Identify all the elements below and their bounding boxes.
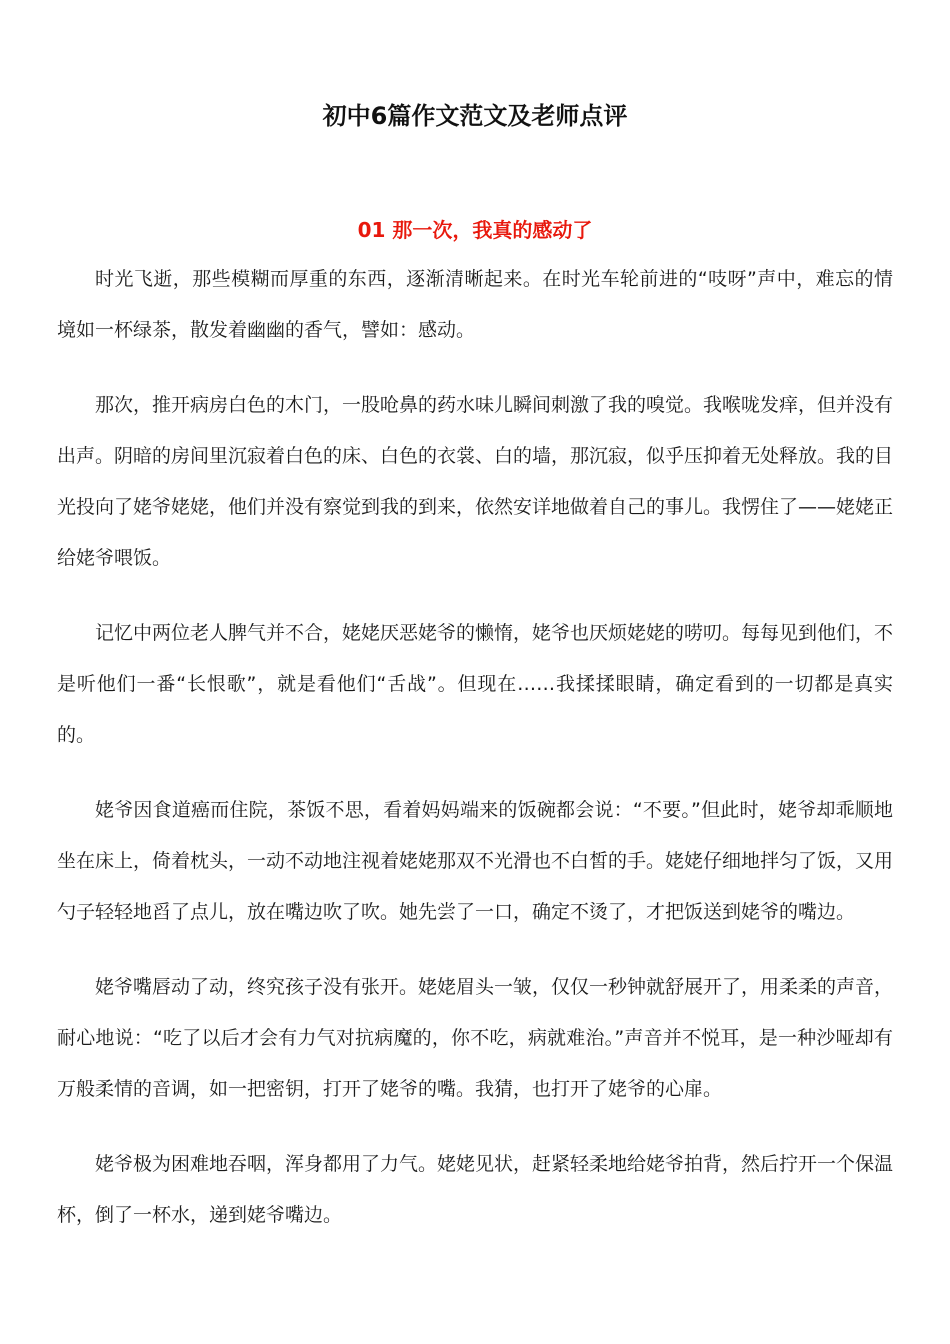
paragraph-3: 记忆中两位老人脾气并不合，姥姥厌恶姥爷的懒惰，姥爷也厌烦姥姥的唠叨。每每见到他们，不是听他们一番“长恨歌”，就是看他们“舌战”。但现在……我揉揉眼睛，确定看到的一切都是真实的。	[57, 622, 894, 746]
document-title: 初中6篇作文范文及老师点评	[322, 102, 628, 130]
paragraph-6: 姥爷极为困难地吞咽，浑身都用了力气。姥姥见状，赶紧轻柔地给姥爷拍背，然后拧开一个保温杯，倒了一杯水，递到姥爷嘴边。	[57, 1153, 894, 1226]
paragraph-4: 姥爷因食道癌而住院，茶饭不思，看着妈妈端来的饭碗都会说：“不要。”但此时，姥爷却乖顺地坐在床上，倚着枕头，一动不动地注视着姥姥那双不光滑也不白皙的手。姥姥仔细地拌匀了饭，又用勺子轻轻地舀了点儿，放在嘴边吹了吹。她先尝了一口，确定不烫了，才把饭送到姥爷的嘴边。	[57, 799, 894, 923]
essay-body	[57, 254, 893, 1265]
paragraph-1: 时光飞逝，那些模糊而厚重的东西，逐渐清晰起来。在时光车轮前进的“吱呀”声中，难忘的情境如一杯绿茶，散发着幽幽的香气，譬如：感动。	[57, 268, 893, 341]
paragraph-2: 那次，推开病房白色的木门，一股呛鼻的药水味儿瞬间刺激了我的嗅觉。我喉咙发痒，但并没有出声。阴暗的房间里沉寂着白色的床、白色的衣裳、白的墙，那沉寂，似乎压抑着无处释放。我的目光投向了姥爷姥姥，他们并没有察觉到我的到来，依然安详地做着自己的事儿。我愣住了——姥姥正给姥爷喂饭。	[57, 394, 894, 569]
section-heading: 01 那一次，我真的感动了	[357, 218, 593, 242]
paragraph-5: 姥爷嘴唇动了动，终究孩子没有张开。姥姥眉头一皱，仅仅一秒钟就舒展开了，用柔柔的声音，耐心地说：“吃了以后才会有力气对抗病魔的，你不吃，病就难治。”声音并不悦耳，是一种沙哑却有万般柔情的音调，如一把密钥，打开了姥爷的嘴。我猜，也打开了姥爷的心扉。	[57, 976, 894, 1100]
